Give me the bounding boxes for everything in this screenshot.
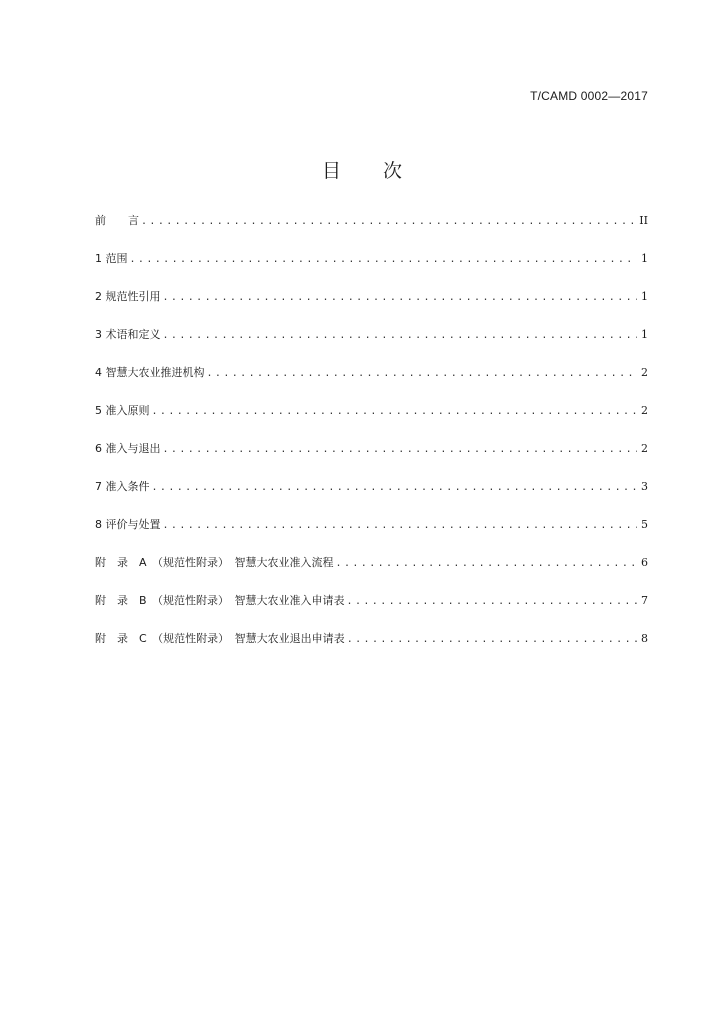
toc-entry-label: 2 规范性引用 [95,290,161,303]
dot-leader [152,480,638,496]
toc-entry-page: 2 [641,404,648,417]
dot-leader [347,632,637,648]
toc-entry-label: 3 术语和定义 [95,328,161,341]
dot-leader [141,214,636,230]
toc-entry-foreword[interactable] [95,213,648,251]
toc-entry-page: 1 [641,252,648,265]
toc-entry-promotion-agency[interactable] [95,365,648,403]
toc-entry-page: II [639,214,648,227]
toc-entry-label: 4 智慧大农业推进机构 [95,366,205,379]
document-code: T/CAMD 0002—2017 [530,89,648,103]
toc-entry-label: 7 准入条件 [95,480,150,493]
toc-entry-label: 附 录 C （规范性附录） 智慧大农业退出申请表 [95,632,345,645]
toc-entry-page: 3 [641,480,648,493]
dot-leader [163,442,638,458]
dot-leader [207,366,638,382]
toc-entry-label: 8 评价与处置 [95,518,161,531]
toc-entry-page: 1 [641,290,648,303]
toc-entry-label: 6 准入与退出 [95,442,161,455]
dot-leader [163,328,638,344]
toc-entry-page: 5 [641,518,648,531]
toc-entry-access-exit[interactable] [95,441,648,479]
toc-entry-label: 1 范围 [95,252,128,265]
toc-entry-label: 前 言 [95,214,139,227]
toc-entry-evaluation-handling[interactable] [95,517,648,555]
page-title: 目 次 [321,160,421,182]
toc-entry-label: 附 录 A （规范性附录） 智慧大农业准入流程 [95,556,334,569]
toc-entry-label: 附 录 B （规范性附录） 智慧大农业准入申请表 [95,594,345,607]
toc-entry-normative-references[interactable] [95,289,648,327]
toc-entry-page: 2 [641,442,648,455]
dot-leader [163,290,638,306]
toc-entry-scope[interactable] [95,251,648,289]
toc-entry-appendix-a[interactable] [95,555,648,593]
dot-leader [163,518,638,534]
toc-entry-page: 2 [641,366,648,379]
dot-leader [130,252,638,268]
dot-leader [336,556,637,572]
toc-entry-terms-definitions[interactable] [95,327,648,365]
toc-entry-page: 7 [641,594,648,607]
toc-entry-access-conditions[interactable] [95,479,648,517]
toc-entry-appendix-b[interactable] [95,593,648,631]
table-of-contents [95,213,648,669]
toc-entry-appendix-c[interactable] [95,631,648,669]
toc-entry-page: 6 [641,556,648,569]
toc-entry-page: 8 [641,632,648,645]
toc-entry-page: 1 [641,328,648,341]
toc-entry-access-principles[interactable] [95,403,648,441]
dot-leader [347,594,637,610]
toc-entry-label: 5 准入原则 [95,404,150,417]
dot-leader [152,404,638,420]
